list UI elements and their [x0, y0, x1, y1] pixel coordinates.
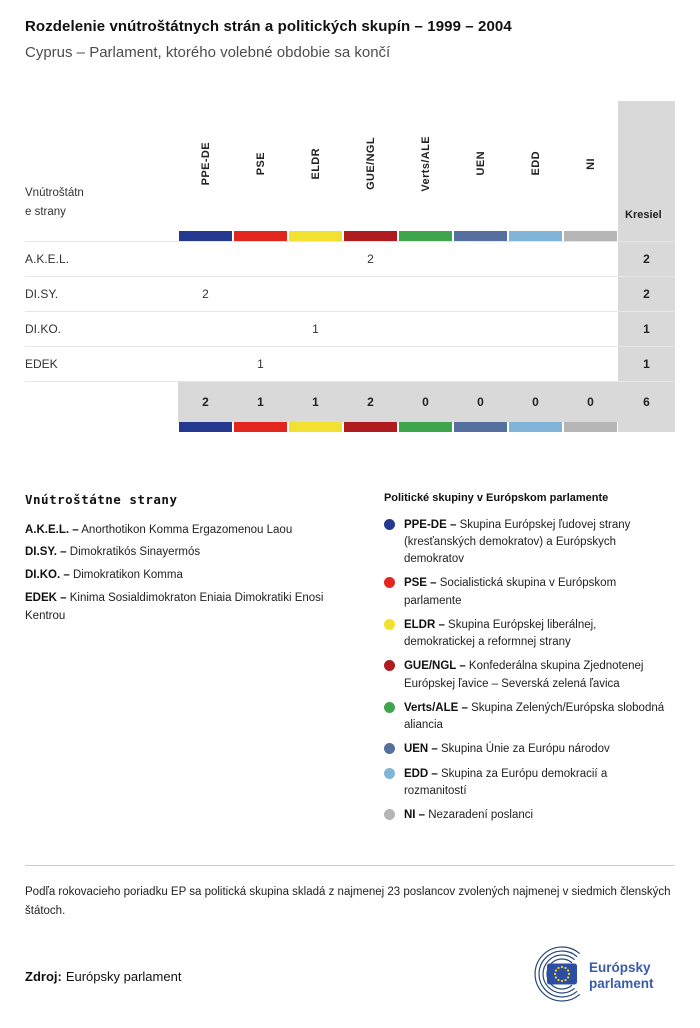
seat-cell: 2: [343, 242, 398, 277]
group-color-bar: [563, 231, 618, 242]
source-line: [25, 969, 181, 984]
group-legend-text: ELDR – Skupina Európskej liberálnej, demokratickej a reformnej strany: [403, 618, 597, 648]
group-color-bar: [453, 422, 508, 432]
group-color-bar: [233, 231, 288, 242]
seat-cell: [563, 277, 618, 312]
seat-cell: [288, 347, 343, 382]
political-groups-legend-title: Politické skupiny v Európskom parlamente: [383, 491, 609, 504]
seats-column-header: Kresiel: [618, 101, 675, 231]
party-name: DI.KO.: [25, 312, 178, 347]
seats-column-band: [618, 422, 675, 432]
group-color-bar: [178, 231, 233, 242]
seat-cell: [508, 312, 563, 347]
table-header-row: [25, 101, 675, 231]
seats-total-cell: 2: [618, 277, 675, 312]
group-color-bar: [343, 422, 398, 432]
group-legend-text: PPE-DE – Skupina Európskej ľudovej strany (kresťanských demokratov) a Európskych demokratov: [403, 518, 631, 565]
seat-cell: [288, 277, 343, 312]
group-color-bar: [453, 231, 508, 242]
source-label: Zdroj:: [25, 969, 62, 985]
group-color-bar: [288, 231, 343, 242]
seat-cell: [508, 242, 563, 277]
seat-cell: [398, 347, 453, 382]
group-column-header: PSE: [254, 151, 267, 176]
group-color-bar: [508, 422, 563, 432]
seat-cell: [453, 312, 508, 347]
logo-text-line2: parlament: [589, 976, 654, 992]
group-color-dot: [384, 577, 395, 588]
party-legend-item: DI.SY. – Dimokratikós Sinayermós: [25, 546, 201, 559]
total-cell: 0: [453, 382, 508, 422]
group-legend-item: [384, 741, 675, 758]
group-legend-item: [384, 517, 675, 569]
seat-cell: [343, 312, 398, 347]
seat-cell: [453, 242, 508, 277]
seat-cell: [453, 277, 508, 312]
seat-cell: [508, 347, 563, 382]
row-header-label-cell: [25, 101, 178, 231]
legends-section: [25, 492, 675, 832]
spacer-cell: [25, 382, 178, 422]
seat-cell: [178, 242, 233, 277]
party-legend-item: DI.KO. – Dimokratikon Komma: [25, 569, 183, 582]
group-column-header: UEN: [474, 151, 487, 176]
page-subtitle: Cyprus – Parlament, ktorého volebné obdobie sa končí: [25, 44, 391, 61]
party-name: A.K.E.L.: [25, 242, 178, 277]
divider: [25, 865, 675, 866]
group-color-dot: [384, 619, 395, 630]
totals-row: [25, 382, 675, 422]
group-legend-item: [384, 617, 675, 652]
group-color-bars-bottom: [25, 422, 675, 432]
group-column-header: EDD: [529, 151, 542, 176]
group-color-bars-top: [25, 231, 675, 242]
party-name: EDEK: [25, 347, 178, 382]
source-row: [25, 945, 675, 1008]
group-color-bar: [398, 422, 453, 432]
seat-cell: [178, 312, 233, 347]
party-name: DI.SY.: [25, 277, 178, 312]
source-value: Európsky parlament: [65, 969, 182, 985]
grand-total-cell: 6: [618, 382, 675, 422]
table-row: [25, 347, 675, 382]
group-legend-text: GUE/NGL – Konfederálna skupina Zjednotenej Európskej ľavice – Severská zelená ľavica: [403, 660, 644, 690]
group-column-header: PPE-DE: [199, 141, 212, 186]
party-legend-item: EDEK – Kinima Sosialdimokraton Eniaia Dimokratiki Enosi Kentrou: [25, 591, 324, 622]
group-color-bar: [508, 231, 563, 242]
group-legend-text: UEN – Skupina Únie za Európu národov: [403, 743, 610, 756]
total-cell: 2: [343, 382, 398, 422]
group-color-bar: [343, 231, 398, 242]
seat-cell: [233, 312, 288, 347]
seat-cell: [233, 277, 288, 312]
group-color-dot: [384, 743, 395, 754]
group-legend-item: [384, 807, 675, 824]
group-legend-text: PSE – Socialistická skupina v Európskom parlamente: [403, 577, 617, 607]
group-color-dot: [384, 702, 395, 713]
seat-cell: [288, 242, 343, 277]
seat-cell: 1: [288, 312, 343, 347]
group-legend-item: [384, 658, 675, 693]
national-parties-legend: [25, 492, 384, 832]
seat-cell: [398, 277, 453, 312]
spacer-cell: [25, 422, 178, 432]
total-cell: 0: [398, 382, 453, 422]
seat-cell: [508, 277, 563, 312]
party-legend-item: A.K.E.L. – Anorthotikon Komma Ergazomenou Laou: [25, 523, 293, 536]
group-legend-item: [384, 766, 675, 801]
table-row: [25, 277, 675, 312]
group-color-dot: [384, 809, 395, 820]
group-color-dot: [384, 768, 395, 779]
footnote: Podľa rokovacieho poriadku EP sa politická skupina skladá z najmenej 23 poslancov zvolených najmenej v siedmich členských štátoch.: [25, 886, 671, 918]
group-color-bar: [398, 231, 453, 242]
seat-cell: [398, 242, 453, 277]
seat-cell: [233, 242, 288, 277]
european-parliament-logo: [505, 945, 675, 1008]
seat-cell: [563, 242, 618, 277]
row-header-label: Vnútroštátne strany: [25, 187, 84, 218]
seat-cell: [178, 347, 233, 382]
seat-cell: 1: [233, 347, 288, 382]
european-parliament-logo-graphic: [505, 945, 675, 1003]
group-color-bar: [233, 422, 288, 432]
group-legend-item: [384, 575, 675, 610]
group-legend-text: EDD – Skupina za Európu demokracií a rozmanitostí: [403, 767, 608, 797]
political-groups-legend: [384, 492, 675, 832]
group-color-bar: [563, 422, 618, 432]
seat-cell: [398, 312, 453, 347]
group-column-header: NI: [584, 158, 597, 170]
group-legend-item: [384, 700, 675, 735]
seats-total-cell: 1: [618, 347, 675, 382]
spacer-cell: [25, 231, 178, 242]
seat-cell: [563, 347, 618, 382]
table-row: [25, 242, 675, 277]
seat-cell: [343, 347, 398, 382]
logo-text-line1: Európsky: [589, 960, 651, 976]
group-color-bar: [288, 422, 343, 432]
total-cell: 1: [233, 382, 288, 422]
group-color-dot: [384, 660, 395, 671]
total-cell: 2: [178, 382, 233, 422]
seats-total-cell: 1: [618, 312, 675, 347]
group-legend-text: NI – Nezaradení poslanci: [403, 809, 534, 821]
group-color-bar: [178, 422, 233, 432]
table-row: [25, 312, 675, 347]
seat-cell: [343, 277, 398, 312]
seats-total-cell: 2: [618, 242, 675, 277]
group-column-header: Verts/ALE: [419, 135, 432, 192]
national-parties-legend-title: Vnútroštátne strany: [25, 491, 178, 507]
seats-distribution-table: [25, 101, 675, 432]
seat-cell: [453, 347, 508, 382]
total-cell: 1: [288, 382, 343, 422]
group-column-header: ELDR: [309, 147, 322, 180]
group-legend-text: Verts/ALE – Skupina Zelených/Európska slobodná aliancia: [403, 701, 665, 731]
total-cell: 0: [563, 382, 618, 422]
total-cell: 0: [508, 382, 563, 422]
seat-cell: 2: [178, 277, 233, 312]
page-title: Rozdelenie vnútroštátnych strán a politických skupín – 1999 – 2004: [25, 18, 512, 35]
seats-column-band: [618, 231, 675, 242]
seat-cell: [563, 312, 618, 347]
group-column-header: GUE/NGL: [364, 137, 377, 190]
group-color-dot: [384, 519, 395, 530]
